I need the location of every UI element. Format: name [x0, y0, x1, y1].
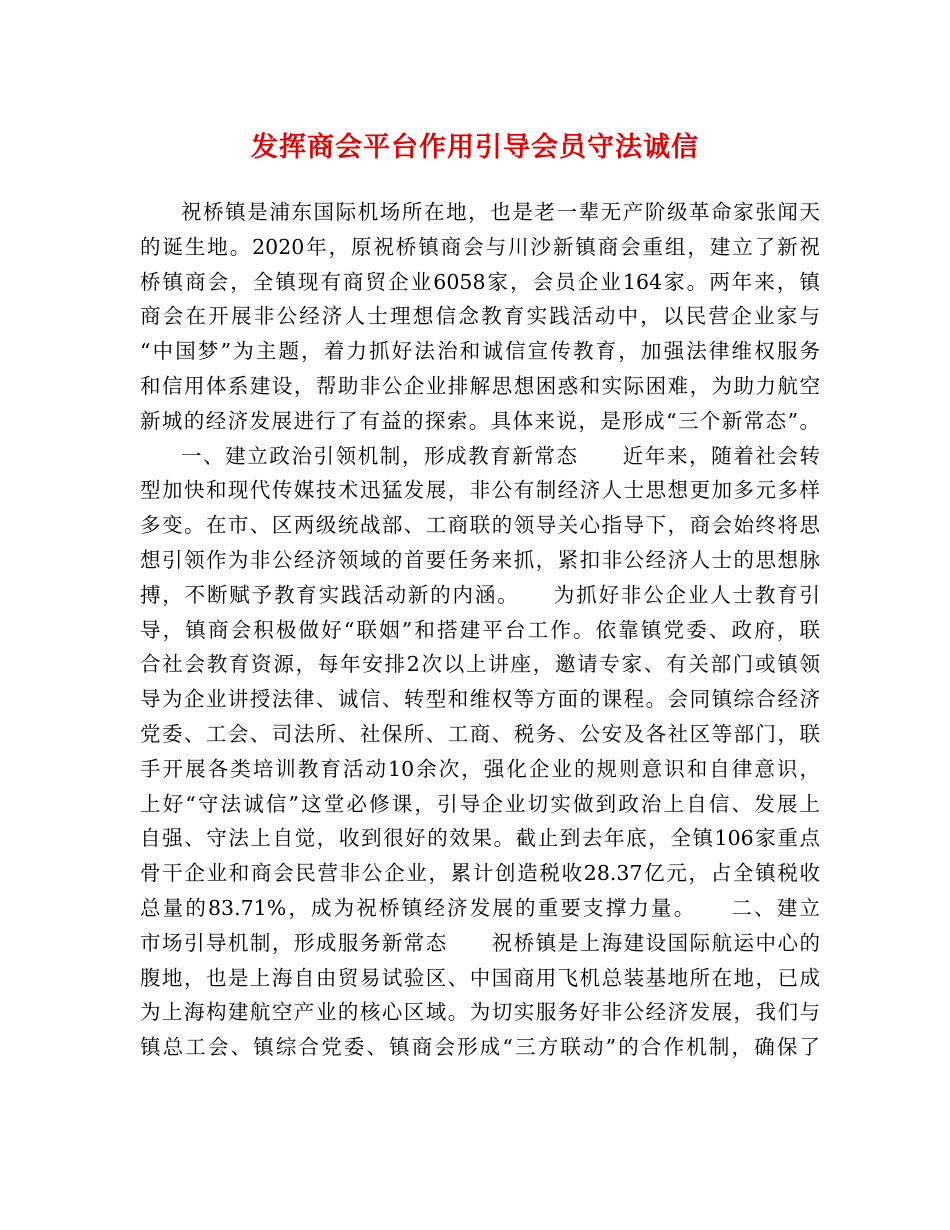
text-line: 和信用体系建设，帮助非公企业排解思想困惑和实际困难，为助力航空 — [140, 373, 820, 398]
text-line: 合社会教育资源，每年安排2次以上讲座，邀请专家、有关部门或镇领 — [140, 652, 820, 677]
text-line: 的诞生地。2020年，原祝桥镇商会与川沙新镇商会重组，建立了新祝 — [140, 234, 820, 259]
text-line: 桥镇商会，全镇现有商贸企业6058家，会员企业164家。两年来，镇 — [140, 269, 820, 294]
text-line: 腹地，也是上海自由贸易试验区、中国商用飞机总装基地所在地，已成 — [140, 965, 820, 990]
text-line: 祝桥镇是浦东国际机场所在地，也是老一辈无产阶级革命家张闻天 — [181, 200, 820, 224]
text-line: 手开展各类培训教育活动10余次，强化企业的规则意识和自律意识， — [140, 756, 820, 781]
document-body — [140, 195, 820, 1065]
text-line: 市场引导机制，形成服务新常态 祝桥镇是上海建设国际航运中心的 — [140, 930, 820, 955]
text-line: 镇总工会、镇综合党委、镇商会形成“三方联动”的合作机制，确保了 — [140, 1035, 820, 1060]
text-line: 型加快和现代传媒技术迅猛发展，非公有制经济人士思想更加多元多样 — [140, 478, 820, 503]
text-line: 商会在开展非公经济人士理想信念教育实践活动中，以民营企业家与 — [140, 304, 820, 329]
text-line: 为上海构建航空产业的核心区域。为切实服务好非公经济发展，我们与 — [140, 1000, 820, 1025]
text-line: 上好“守法诚信”这堂必修课，引导企业切实做到政治上自信、发展上 — [140, 791, 820, 816]
text-line: 搏，不断赋予教育实践活动新的内涵。 为抓好非公企业人士教育引 — [140, 582, 820, 607]
text-line: 多变。在市、区两级统战部、工商联的领导关心指导下，商会始终将思 — [140, 513, 820, 538]
text-line: 导为企业讲授法律、诚信、转型和维权等方面的课程。会同镇综合经济 — [140, 687, 820, 712]
text-line: 自强、守法上自觉，收到很好的效果。截止到去年底，全镇106家重点 — [140, 826, 820, 851]
text-line: 骨干企业和商会民营非公企业，累计创造税收28.37亿元，占全镇税收 — [140, 861, 820, 886]
text-line: 党委、工会、司法所、社保所、工商、税务、公安及各社区等部门，联 — [140, 721, 820, 746]
text-line: 新城的经济发展进行了有益的探索。具体来说，是形成“三个新常态”。 — [140, 408, 820, 433]
text-line: “中国梦”为主题，着力抓好法治和诚信宣传教育，加强法律维权服务 — [140, 339, 820, 364]
text-line: 一、建立政治引领机制，形成教育新常态 近年来，随着社会转 — [181, 443, 820, 468]
text-line: 导，镇商会积极做好“联姻”和搭建平台工作。依靠镇党委、政府，联 — [140, 617, 820, 642]
text-line: 想引领作为非公经济领域的首要任务来抓，紧扣非公经济人士的思想脉 — [140, 547, 820, 572]
text-line: 总量的83.71%，成为祝桥镇经济发展的重要支撑力量。 二、建立 — [140, 895, 820, 920]
document-title: 发挥商会平台作用引导会员守法诚信 — [251, 132, 699, 163]
